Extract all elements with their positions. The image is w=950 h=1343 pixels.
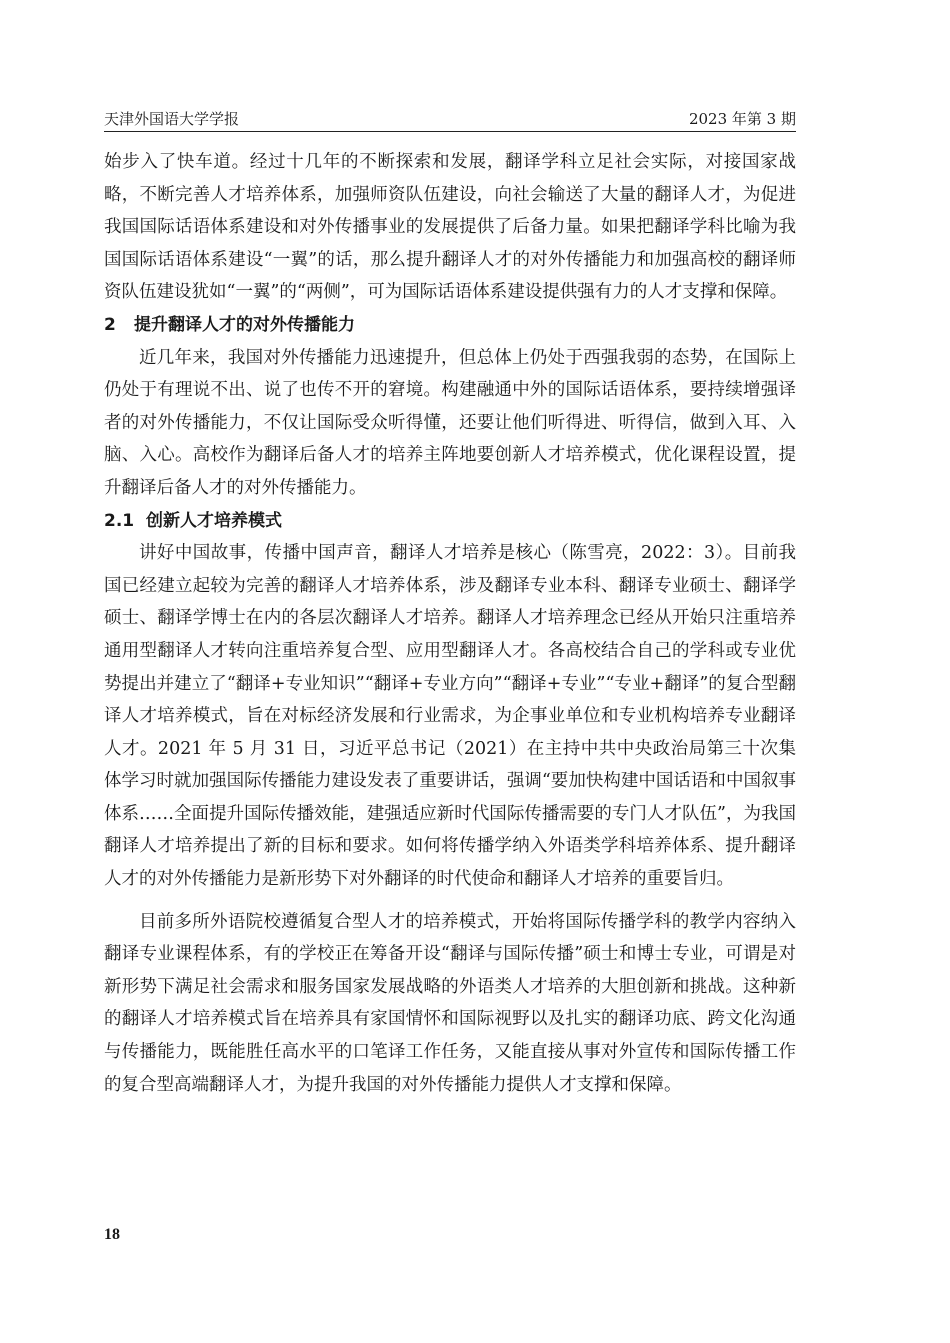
page-number: 18 [104, 1226, 120, 1243]
article-body [104, 146, 796, 1101]
section-heading-2 [104, 309, 796, 342]
issue-label: 2023 年第 3 期 [688, 110, 796, 128]
paragraph-section-2-1-a: 讲好中国故事，传播中国声音，翻译人才培养是核心（陈雪亮，2022：3）。目前我国已经建立起较为完善的翻译人才培养体系，涉及翻译专业本科、翻译专业硕士、翻译学硕士、翻译学博士在内的各层次翻译人才培养。翻译人才培养理念已经从开始只注重培养通用型翻译人才转向注重培养复合型、应用型翻译人才。各高校结合自己的学科或专业优势提出并建立了“翻译+专业知识”“翻译+专业方向”“翻译+专业”“专业+翻译”的复合型翻译人才培养模式，旨在对标经济发展和行业需求，为企事业单位和专业机构培养专业翻译人才。2021 年 5 月 31 日，习近平总书记（2021）在主持中共中央政治局第三十次集体学习时就加强国际传播能力建设发表了重要讲话，强调“要加快构建中国话语和中国叙事体系……全面提升国际传播效能，建强适应新时代国际传播需要的专门人才队伍”，为我国翻译人才培养提出了新的目标和要求。如何将传播学纳入外语类学科培养体系、提升翻译人才的对外传播能力是新形势下对外翻译的时代使命和翻译人才培养的重要旨归。 [104, 543, 796, 890]
section-title: 创新人才培养模式 [146, 510, 282, 531]
paragraph-intro: 始步入了快车道。经过十几年的不断探索和发展，翻译学科立足社会实际，对接国家战略，不断完善人才培养体系，加强师资队伍建设，向社会输送了大量的翻译人才，为促进我国国际话语体系建设和对外传播事业的发展提供了后备力量。如果把翻译学科比喻为我国国际话语体系建设“一翼”的话，那么提升翻译人才的对外传播能力和加强高校的翻译师资队伍建设犹如“一翼”的“两侧”，可为国际话语体系建设提供强有力的人才支撑和保障。 [104, 152, 796, 303]
section-number: 2 [104, 314, 116, 335]
paragraph-section-2: 近几年来，我国对外传播能力迅速提升，但总体上仍处于西强我弱的态势，在国际上仍处于有理说不出、说了也传不开的窘境。构建融通中外的国际话语体系，要持续增强译者的对外传播能力，不仅让国际受众听得懂，还要让他们听得进、听得信，做到入耳、入脑、入心。高校作为翻译后备人才的培养主阵地要创新人才培养模式，优化课程设置，提升翻译后备人才的对外传播能力。 [104, 347, 796, 498]
paragraph-section-2-1-b: 目前多所外语院校遵循复合型人才的培养模式，开始将国际传播学科的教学内容纳入翻译专业课程体系，有的学校正在筹备开设“翻译与国际传播”硕士和博士专业，可谓是对新形势下满足社会需求和服务国家发展战略的外语类人才培养的大胆创新和挑战。这种新的翻译人才培养模式旨在培养具有家国情怀和国际视野以及扎实的翻译功底、跨文化沟通与传播能力，既能胜任高水平的口笔译工作任务，又能直接从事对外宣传和国际传播工作的复合型高端翻译人才，为提升我国的对外传播能力提供人才支撑和保障。 [104, 911, 796, 1095]
section-heading-2-1 [104, 505, 796, 538]
section-number: 2.1 [104, 510, 135, 531]
section-title: 提升翻译人才的对外传播能力 [134, 314, 355, 335]
journal-title: 天津外国语大学学报 [104, 110, 240, 128]
running-header [104, 104, 796, 132]
